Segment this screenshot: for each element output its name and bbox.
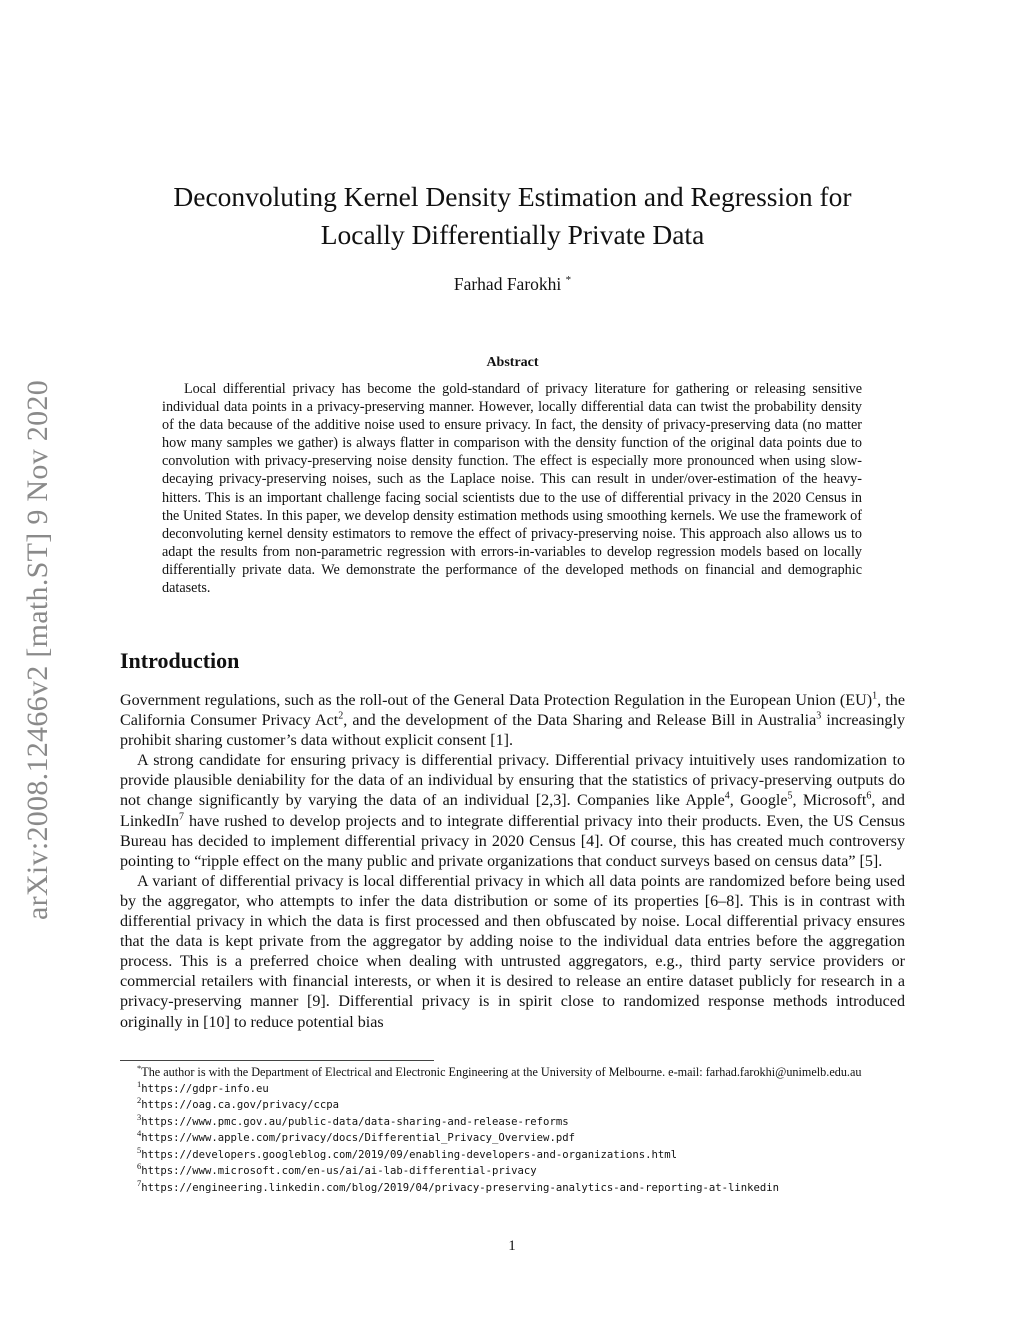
footnote-2 — [120, 1094, 905, 1114]
footnote-number: 7 — [137, 1177, 142, 1188]
introduction-heading: Introduction — [120, 648, 240, 673]
footnote-mark: * — [137, 1062, 142, 1073]
text-run: , the California Consumer Privacy Act — [120, 692, 905, 730]
abstract-text: Local differential privacy has become the gold-standard of privacy literature for gathering or releasing sensitive individual data points in a privacy-preserving manner. However, locally differential data can twist the probability density of the data because of the additive noise used to ensure privacy. In fact, the density of privacy-preserving data (no matter how many samples we gather) is always flatter in comparison with the density function of the original data points due to convolution with privacy-preserving noise density function. The effect is especially more pronounced when using slow-decaying privacy-preserving noises, such as the Laplace noise. This can result in under/over-estimation of the heavy-hitters. This is an important challenge facing social scientists due to the use of differential privacy in the 2020 Census in the United States. In this paper, we develop density estimation methods using smoothing kernels. We use the framework of deconvoluting kernel density estimators to remove the effect of privacy-preserving noise. This approach also allows us to adapt the results from non-parametric regression with errors-in-variables to develop regression models based on locally differentially private data. We demonstrate the performance of the developed methods on financial and demographic datasets. — [162, 381, 862, 597]
introduction-body — [120, 691, 905, 1033]
text-run: , and LinkedIn — [120, 792, 905, 830]
footnote-author — [120, 1062, 905, 1081]
footnote-3 — [120, 1111, 905, 1131]
text-run: increasingly prohibit sharing customer’s data without explicit consent [1]. — [120, 712, 906, 750]
arxiv-sidebar — [16, 340, 60, 960]
text-run: have rushed to develop projects and to integrate differential privacy into their products. Even, the US Census Bureau has decided to implement differential privacy in 2020 Census [4]. Of course, this has created much controversy pointing to “ripple effect on the many public and private organizations that conduct surveys based on census data” [5]. — [120, 812, 905, 870]
footnote-ref: 4 — [724, 791, 730, 803]
title-line-1: Deconvoluting Kernel Density Estimation and Regression for — [173, 181, 852, 212]
footnote-link[interactable]: https://www.apple.com/privacy/docs/Differential_Privacy_Overview.pdf — [141, 1132, 575, 1144]
footnote-number: 1 — [137, 1078, 142, 1089]
footnote-number: 4 — [137, 1127, 142, 1138]
author-footnote-mark: * — [565, 274, 572, 287]
footnote-author-text: The author is with the Department of Electrical and Electronic Engineering at the University of Melbourne. e-mail: farhad.farokhi@unimelb.edu.au — [141, 1065, 862, 1079]
intro-paragraph-3: A variant of differential privacy is local differential privacy in which all data points are randomized before being used by the aggregator, who attempts to infer the data distribution or some of its properties [6–8]. This is in contrast with differential privacy in which the data is first processed and then obfuscated by noise. Local differential privacy ensures that the data is kept private from the aggregator by adding noise to the individual data entries before the aggregation process. This is a preferred choice when dealing with untrusted aggregators, e.g., third party service providers or commercial retailers with financial interests, or when it is desired to release an entire dataset publicly for research in a privacy-preserving manner [9]. Differential privacy is in spirit close to randomized response methods introduced originally in [10] to reduce potential bias — [120, 872, 905, 1031]
footnote-ref: 5 — [787, 791, 793, 803]
author-name: Farhad Farokhi — [453, 274, 562, 294]
footnote-7 — [120, 1177, 905, 1197]
footnote-number: 2 — [137, 1094, 142, 1105]
page-number: 1 — [508, 1238, 516, 1254]
footnote-5 — [120, 1144, 905, 1164]
footnote-4 — [120, 1127, 905, 1147]
footnote-6 — [120, 1160, 905, 1180]
footnote-1 — [120, 1078, 905, 1098]
arxiv-identifier: arXiv:2008.12466v2 [math.ST] 9 Nov 2020 — [21, 380, 55, 920]
footnote-link[interactable]: https://oag.ca.gov/privacy/ccpa — [141, 1099, 339, 1111]
abstract-heading: Abstract — [486, 355, 539, 370]
text-run: A strong candidate for ensuring privacy is differential privacy. Differential privacy intuitively uses randomization to provide plausible deniability for the data of an individual by ensuring that the statistics of privacy-preserving outputs do not change significantly by varying the data of an individual [2,3]. Companies like Apple — [120, 752, 905, 810]
footnote-ref: 7 — [179, 811, 184, 823]
paper-title — [120, 178, 905, 254]
footnote-number: 3 — [137, 1111, 142, 1122]
footnote-ref: 2 — [338, 710, 344, 722]
author-line — [120, 274, 905, 295]
footnote-link[interactable]: https://developers.googleblog.com/2019/09/enabling-developers-and-organizations.html — [141, 1148, 677, 1161]
text-run: , and the development of the Data Sharing and Release Bill in Australia — [343, 712, 817, 730]
footnote-number: 5 — [137, 1144, 142, 1155]
intro-paragraph-1 — [120, 691, 905, 751]
footnote-link[interactable]: https://www.pmc.gov.au/public-data/data-sharing-and-release-reforms — [141, 1115, 569, 1128]
footnotes — [120, 1062, 905, 1196]
text-run: , Microsoft — [792, 792, 867, 810]
footnote-link[interactable]: https://www.microsoft.com/en-us/ai/ai-lab-differential-privacy — [141, 1165, 537, 1177]
footnote-number: 6 — [137, 1160, 142, 1171]
text-run: Government regulations, such as the roll-out of the General Data Protection Regulation in the European Union (EU) — [120, 692, 873, 709]
footnote-ref: 6 — [866, 791, 872, 803]
text-run: , Google — [729, 792, 788, 810]
footnote-link[interactable]: https://engineering.linkedin.com/blog/2019/04/privacy-preserving-analytics-and-reporting-at-linkedin — [141, 1181, 780, 1194]
intro-paragraph-2 — [120, 751, 905, 872]
footnote-ref: 1 — [872, 690, 878, 702]
footnote-ref: 3 — [816, 710, 822, 722]
footnote-link[interactable]: https://gdpr-info.eu — [141, 1082, 269, 1095]
footnote-divider — [120, 1060, 434, 1061]
title-line-2: Locally Differentially Private Data — [320, 219, 705, 250]
